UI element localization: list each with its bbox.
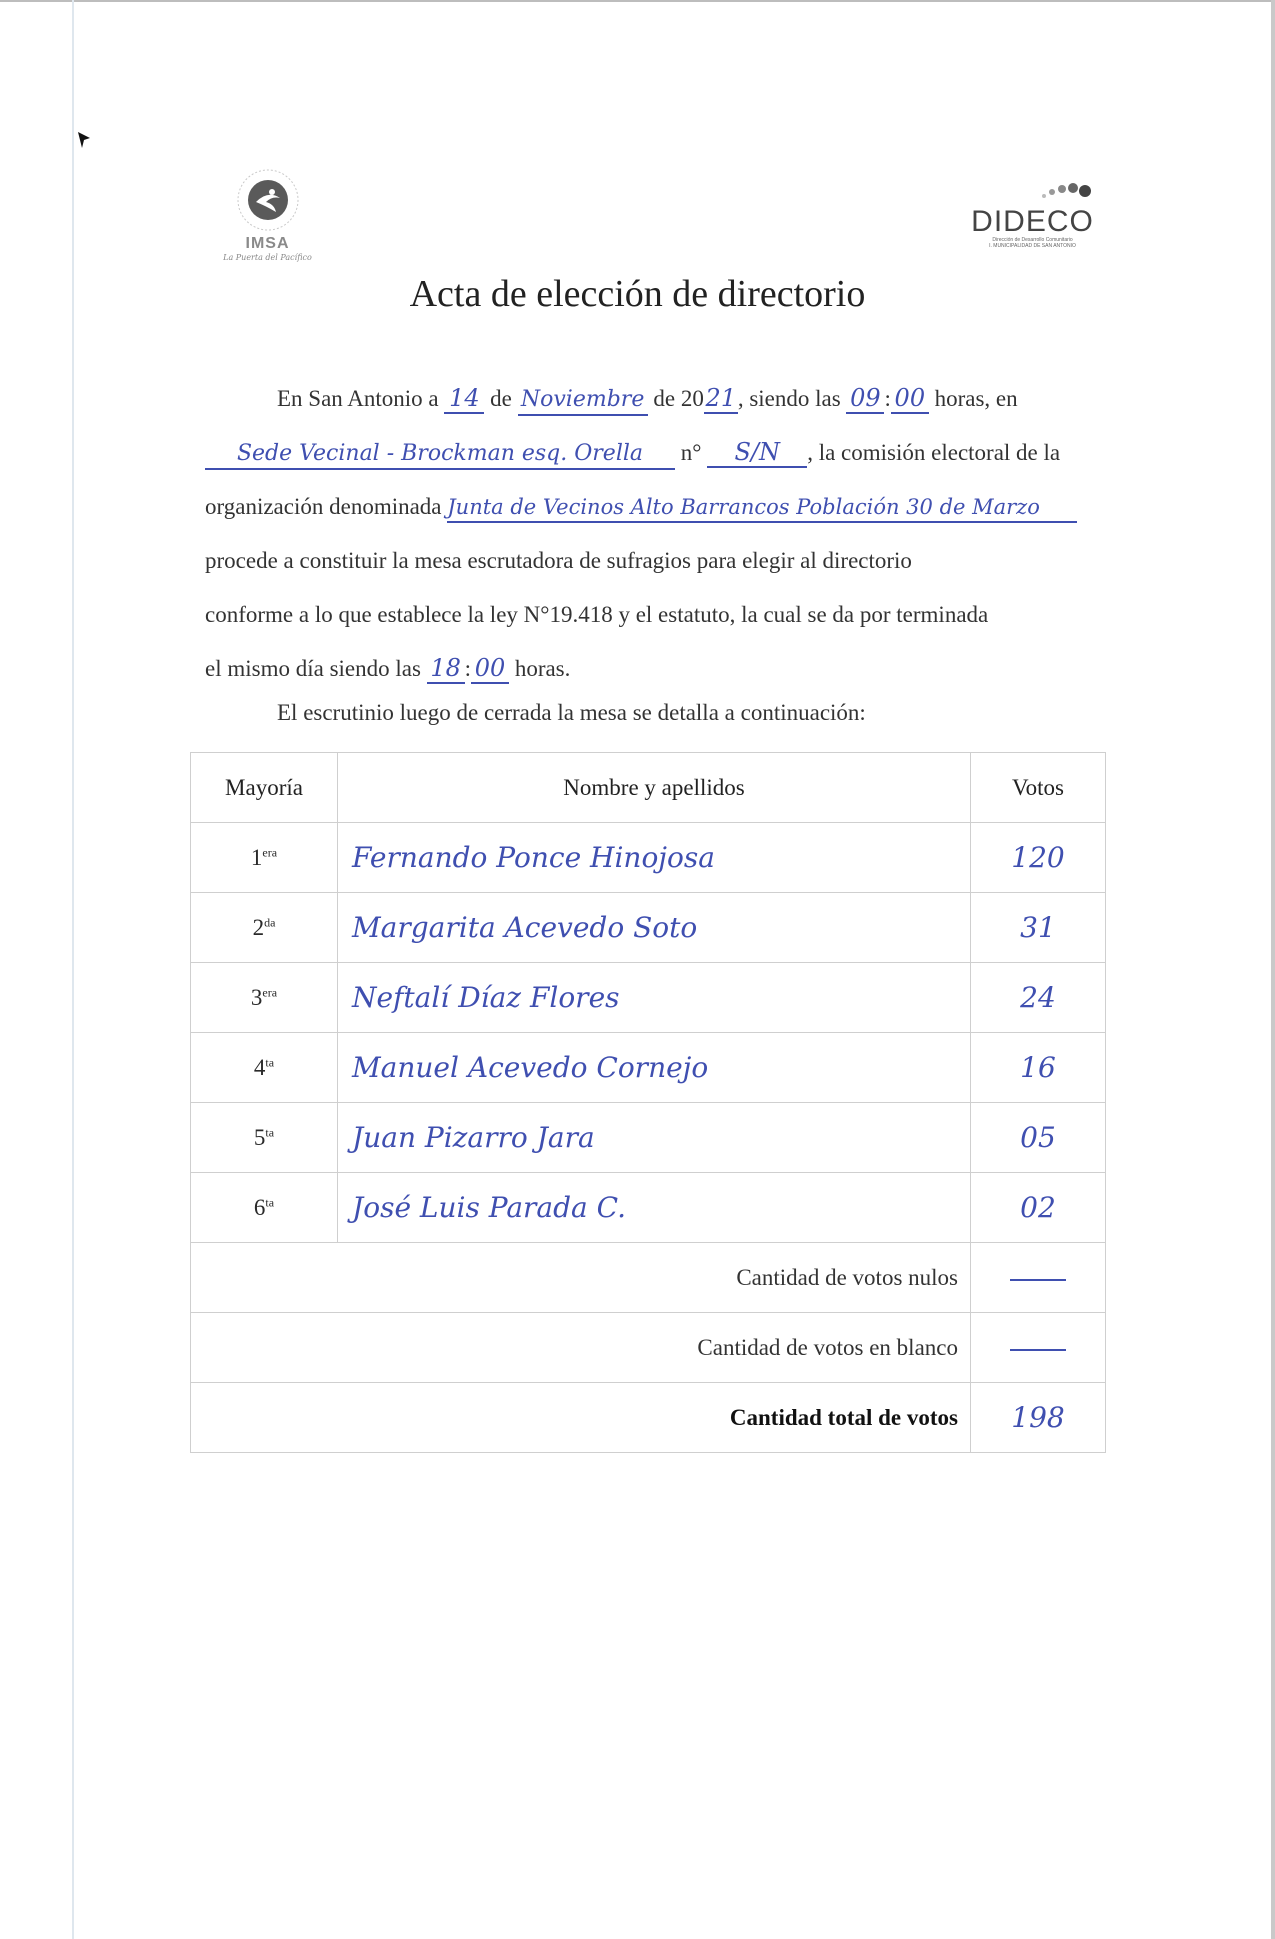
dots-logo-icon [1002, 178, 1092, 202]
header-name: Nombre y apellidos [338, 753, 971, 823]
organization-field: Junta de Vecinos Alto Barrancos Población 30 de Marzo [447, 493, 1077, 523]
month-field: Noviembre [518, 386, 648, 416]
rank-suffix: ta [265, 1054, 275, 1069]
blank-votes-row [191, 1313, 1106, 1383]
start-hour-field: 09 [846, 384, 884, 414]
text-fragment: de 20 [653, 386, 704, 411]
text-fragment: de [490, 386, 512, 411]
null-votes-label: Cantidad de votos nulos [191, 1243, 971, 1313]
total-votes-value: 198 [971, 1383, 1106, 1453]
text-fragment: En San Antonio a [277, 386, 439, 411]
total-votes-label: Cantidad total de votos [191, 1383, 971, 1453]
rank-number: 4 [253, 1054, 266, 1080]
scan-mark-icon [76, 128, 94, 150]
candidate-votes: 05 [971, 1103, 1106, 1173]
end-hour-field: 18 [427, 654, 465, 684]
body-line-6 [205, 642, 570, 696]
rank-cell [191, 823, 338, 893]
dideco-subtitle-2: I. MUNICIPALIDAD DE SAN ANTONIO [989, 243, 1076, 249]
table-row [191, 823, 1106, 893]
rank-number: 5 [253, 1124, 266, 1150]
dash-mark [1010, 1279, 1066, 1281]
candidate-name: Manuel Acevedo Cornejo [338, 1033, 971, 1103]
municipal-seal-icon [236, 168, 300, 232]
text-fragment: , siendo las [737, 386, 841, 411]
rank-cell [191, 1173, 338, 1243]
document-title: Acta de elección de directorio [409, 273, 866, 315]
candidate-name: Juan Pizarro Jara [338, 1103, 971, 1173]
rank-number: 2 [252, 914, 265, 940]
candidate-name: Neftalí Díaz Flores [338, 963, 971, 1033]
rank-suffix: ta [265, 1124, 275, 1139]
place-field: Sede Vecinal - Brockman esq. Orella [205, 440, 675, 470]
year-field: 21 [705, 384, 737, 412]
candidate-votes: 02 [971, 1173, 1106, 1243]
text-fragment: horas. [514, 656, 571, 681]
rank-suffix: da [264, 914, 276, 929]
blank-votes-label: Cantidad de votos en blanco [191, 1313, 971, 1383]
rank-suffix: era [262, 984, 278, 999]
candidate-name: Margarita Acevedo Soto [338, 893, 971, 963]
number-field: S/N [707, 438, 807, 468]
candidate-name: Fernando Ponce Hinojosa [338, 823, 971, 893]
candidate-name: José Luis Parada C. [338, 1173, 971, 1243]
rank-cell [191, 893, 338, 963]
total-votes-row [191, 1383, 1106, 1453]
end-minute-field: 00 [471, 654, 509, 684]
table-row [191, 893, 1106, 963]
results-table [190, 752, 1106, 1453]
candidate-votes: 24 [971, 963, 1106, 1033]
dash-mark [1010, 1349, 1066, 1351]
candidate-votes: 16 [971, 1033, 1106, 1103]
imsa-logo [210, 168, 325, 268]
rank-number: 1 [250, 844, 263, 870]
start-minute-field: 00 [891, 384, 929, 414]
colon: : [464, 656, 472, 681]
body-line-2 [205, 426, 1060, 480]
blank-votes-value [971, 1313, 1106, 1383]
rank-suffix: era [262, 844, 278, 859]
day-field: 14 [444, 384, 484, 414]
text-fragment: , la comisión electoral de la [807, 440, 1061, 465]
text-fragment: el mismo día siendo las [205, 656, 421, 681]
rank-cell [191, 1033, 338, 1103]
table-row [191, 1173, 1106, 1243]
candidate-votes: 120 [971, 823, 1106, 893]
text-fragment: n° [680, 440, 702, 465]
text-fragment: organización denominada [205, 494, 442, 519]
text-fragment: horas, en [934, 386, 1018, 411]
rank-cell [191, 1103, 338, 1173]
colon: : [884, 386, 891, 411]
dideco-logo [970, 178, 1095, 258]
table-row [191, 1103, 1106, 1173]
imsa-brand: IMSA [245, 235, 290, 252]
body-line-4: procede a constituir la mesa escrutadora de sufragios para elegir al directorio [205, 548, 912, 573]
scrutiny-intro: El escrutinio luego de cerrada la mesa se detalla a continuación: [277, 700, 866, 725]
table-row [191, 963, 1106, 1033]
dideco-brand: DIDECO [971, 205, 1094, 238]
imsa-tagline: La Puerta del Pacífico [223, 253, 312, 262]
header-rank: Mayoría [191, 753, 338, 823]
rank-number: 6 [253, 1194, 266, 1220]
rank-cell [191, 963, 338, 1033]
candidate-votes: 31 [971, 893, 1106, 963]
table-row [191, 1033, 1106, 1103]
dideco-subtitle-1: Dirección de Desarrollo Comunitario [992, 237, 1073, 243]
body-line-3 [205, 480, 1077, 534]
table-header-row [191, 753, 1106, 823]
page-top-edge [0, 0, 1275, 2]
body-line-5: conforme a lo que establece la ley N°19.418 y el estatuto, la cual se da por terminada [205, 602, 989, 627]
null-votes-value [971, 1243, 1106, 1313]
rank-number: 3 [250, 984, 263, 1010]
null-votes-row [191, 1243, 1106, 1313]
body-line-1 [277, 372, 1018, 426]
rank-suffix: ta [265, 1194, 275, 1209]
header-votes: Votos [971, 753, 1106, 823]
